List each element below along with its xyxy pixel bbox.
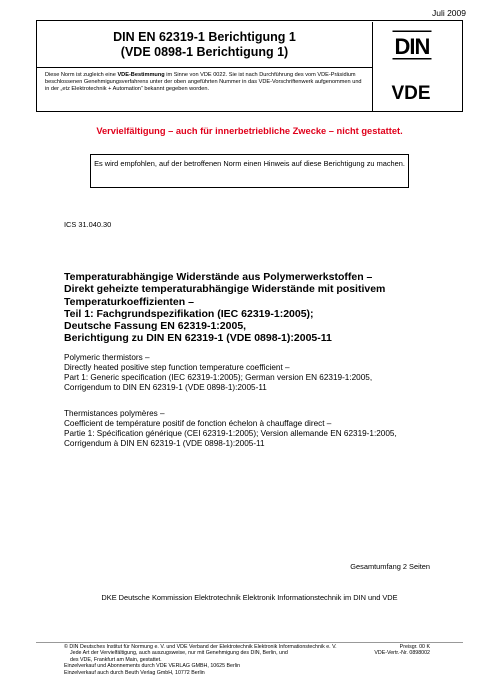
vde-note-post: im Sinne von VDE 0022. Sie ist nach Durchführung des vom VDE-Präsidium beschlossenen Genehmigungsverfahrens unter der oben angeführten Nummer in das VDE-Vorschriftenwerk aufgenommen und in der „etz Elektrotechnik + Automation“ bekannt gegeben worden. xyxy=(45,72,362,93)
footer-price xyxy=(374,644,430,657)
footer-line: © DIN Deutsches Institut für Normung e. V. und VDE Verband der Elektrotechnik Elektronik Informationstechnik e. V. xyxy=(64,644,337,650)
german-title-line: Berichtigung zu DIN EN 62319-1 (VDE 0898-1):2005-11 xyxy=(64,332,332,345)
french-title-line: Coefficient de température positif de fonction échelon à chauffage direct – xyxy=(64,418,332,428)
vde-contract-number: VDE-Vertr.-Nr. 0898002 xyxy=(374,650,430,657)
footer-line: Einzelverkauf und Abonnements durch VDE VERLAG GMBH, 10625 Berlin xyxy=(64,663,241,670)
vde-logo xyxy=(376,83,446,101)
ics-code: ICS 31.040.30 xyxy=(64,220,112,229)
vde-logo-text: VDE xyxy=(391,83,431,101)
document-title xyxy=(37,22,373,68)
dke-line: DKE Deutsche Kommission Elektrotechnik Elektronik Informationstechnik im DIN und VDE xyxy=(101,593,398,602)
german-title-line: Temperaturabhängige Widerstände aus Polymerwerkstoffen – xyxy=(64,271,373,283)
french-title-line: Thermistances polymères – xyxy=(64,409,165,418)
german-title-line: Teil 1: Fachgrundspezifikation (IEC 62319-1:2005); xyxy=(64,307,314,320)
french-title-line: Corrigendum à DIN EN 62319-1 (VDE 0898-1):2005-11 xyxy=(64,438,265,448)
footer-line: Einzelverkauf auch durch Beuth Verlag GmbH, 10772 Berlin xyxy=(64,669,205,676)
french-title-line: Partie 1: Spécification générique (CEI 62319-1:2005); Version allemande EN 62319-1:2005, xyxy=(64,428,397,438)
publication-date: Juli 2009 xyxy=(431,8,466,18)
french-title xyxy=(64,409,474,449)
footer-line: des VDE, Frankfurt am Main, gestattet. xyxy=(70,656,162,663)
german-title-line: Direkt geheizte temperaturabhängige Widerstände mit positivem xyxy=(64,283,386,296)
total-pages: Gesamtumfang 2 Seiten xyxy=(350,562,430,571)
english-title-line: Polymeric thermistors – xyxy=(64,353,150,362)
price-group: Preisgr. 00 K xyxy=(399,644,430,650)
vde-note-bold: VDE-Bestimmung xyxy=(117,72,165,78)
english-title-line: Corrigendum to DIN EN 62319-1 (VDE 0898-1):2005-11 xyxy=(64,382,267,392)
german-title-line: Deutsche Fassung EN 62319-1:2005, xyxy=(64,320,247,333)
english-title xyxy=(64,353,464,393)
vde-note-pre: Diese Norm ist zugleich eine xyxy=(45,72,118,78)
vde-note xyxy=(37,68,373,111)
english-title-line: Directly heated positive step function temperature coefficient – xyxy=(64,362,290,372)
copy-warning: Vervielfältigung – auch für innerbetriebliche Zwecke – nicht gestattet. xyxy=(96,126,403,136)
recommendation-box: Es wird empfohlen, auf der betroffenen Norm einen Hinweis auf diese Berichtigung zu machen. xyxy=(90,154,409,188)
din-logo xyxy=(392,30,432,60)
din-logo-text: DIN xyxy=(394,34,430,59)
german-title xyxy=(64,271,464,345)
footer-line: Jede Art der Vervielfältigung, auch auszugsweise, nur mit Genehmigung des DIN, Berlin, und xyxy=(70,650,288,657)
footer-divider xyxy=(36,642,463,643)
english-title-line: Part 1: Generic specification (IEC 62319-1:2005); German version EN 62319-1:2005, xyxy=(64,372,373,382)
document-title-line1: DIN EN 62319-1 Berichtigung 1 xyxy=(113,30,296,44)
document-title-line2: (VDE 0898-1 Berichtigung 1) xyxy=(120,45,289,59)
footer-copyright xyxy=(64,644,384,676)
german-title-line: Temperaturkoeffizienten – xyxy=(64,295,194,308)
